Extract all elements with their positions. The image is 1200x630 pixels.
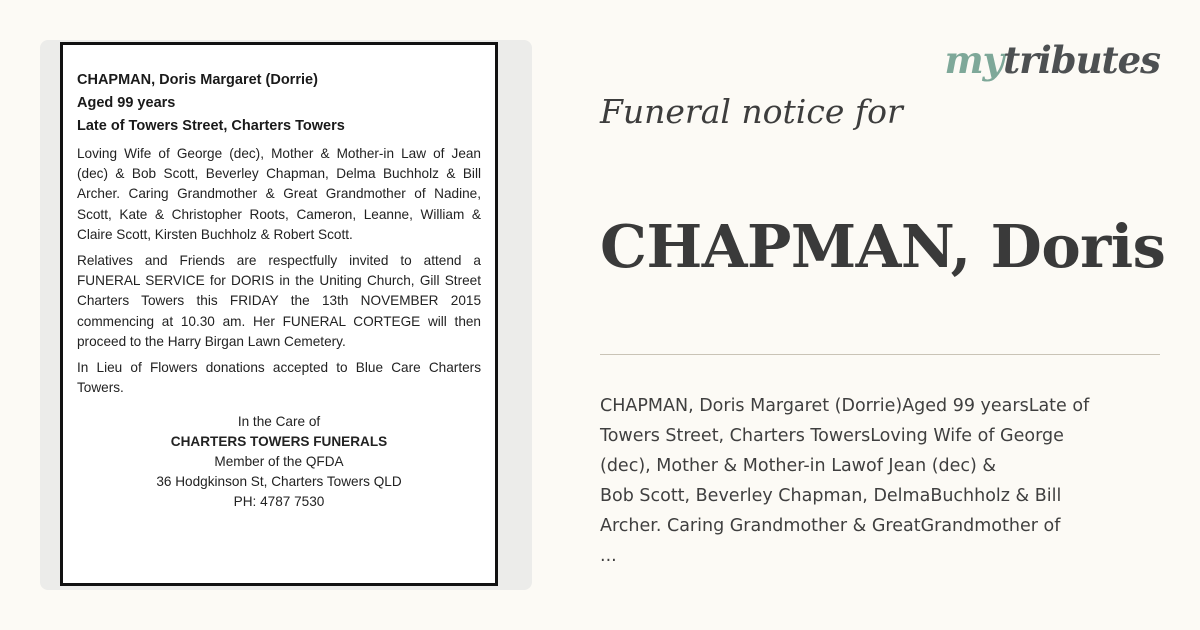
divider [600,354,1160,355]
care-address: 36 Hodgkinson St, Charters Towers QLD [156,473,402,489]
notice-excerpt [600,391,1160,571]
logo-tributes: tributes [1003,38,1160,82]
care-phone: PH: 4787 7530 [233,493,325,509]
notice-donations-paragraph: In Lieu of Flowers donations accepted to Blue Care Charters Towers. [77,360,481,396]
notice-heading-name: CHAPMAN, Doris Margaret (Dorrie) [77,72,318,88]
care-member: Member of the QFDA [214,454,344,470]
care-line: In the Care of [237,414,321,430]
mytributes-logo[interactable] [944,38,1160,82]
notice-service-paragraph: Relatives and Friends are respectfully invited to attend a FUNERAL SERVICE for DORIS in the Uniting Church, Gill Street Charters Towers this FRIDAY the 13th NOVEMBER 2015 commencing at 10.30 am. Her FUNERAL CORTEGE will then proceed to the Harry Birgan Lawn Cemetery. [77,253,481,349]
excerpt-line: CHAPMAN, Doris Margaret (Dorrie)Aged 99 yearsLate of [600,396,1090,416]
excerpt-line: Archer. Caring Grandmother & GreatGrandmother of [600,516,1061,536]
page-subtitle: Funeral notice for [600,92,903,131]
care-company: CHARTERS TOWERS FUNERALS [170,434,388,450]
logo-my: my [944,38,1004,82]
page-title: CHAPMAN, Doris [600,212,1166,281]
excerpt-line: ... [600,546,617,566]
excerpt-line: (dec), Mother & Mother-in Lawof Jean (dec) & [600,456,997,476]
notice-family-paragraph: Loving Wife of George (dec), Mother & Mother-in Law of Jean (dec) & Bob Scott, Beverley Chapman, Delma Buchholz & Bill Archer. Caring Grandmother & Great Grandmother of Nadine, Scott, Kate & Christopher Roots, Cameron, Leanne, William & Claire Scott, Kirsten Buchholz & Robert Scott. [77,146,481,242]
excerpt-line: Bob Scott, Beverley Chapman, DelmaBuchholz & Bill [600,486,1062,506]
excerpt-line: Towers Street, Charters TowersLoving Wife of George [600,426,1064,446]
notice-heading-address: Late of Towers Street, Charters Towers [77,118,345,134]
notice-clipping-panel [40,40,532,590]
notice-heading-age: Aged 99 years [77,95,176,111]
newspaper-notice [60,42,498,586]
notice-funeral-director [77,412,481,511]
